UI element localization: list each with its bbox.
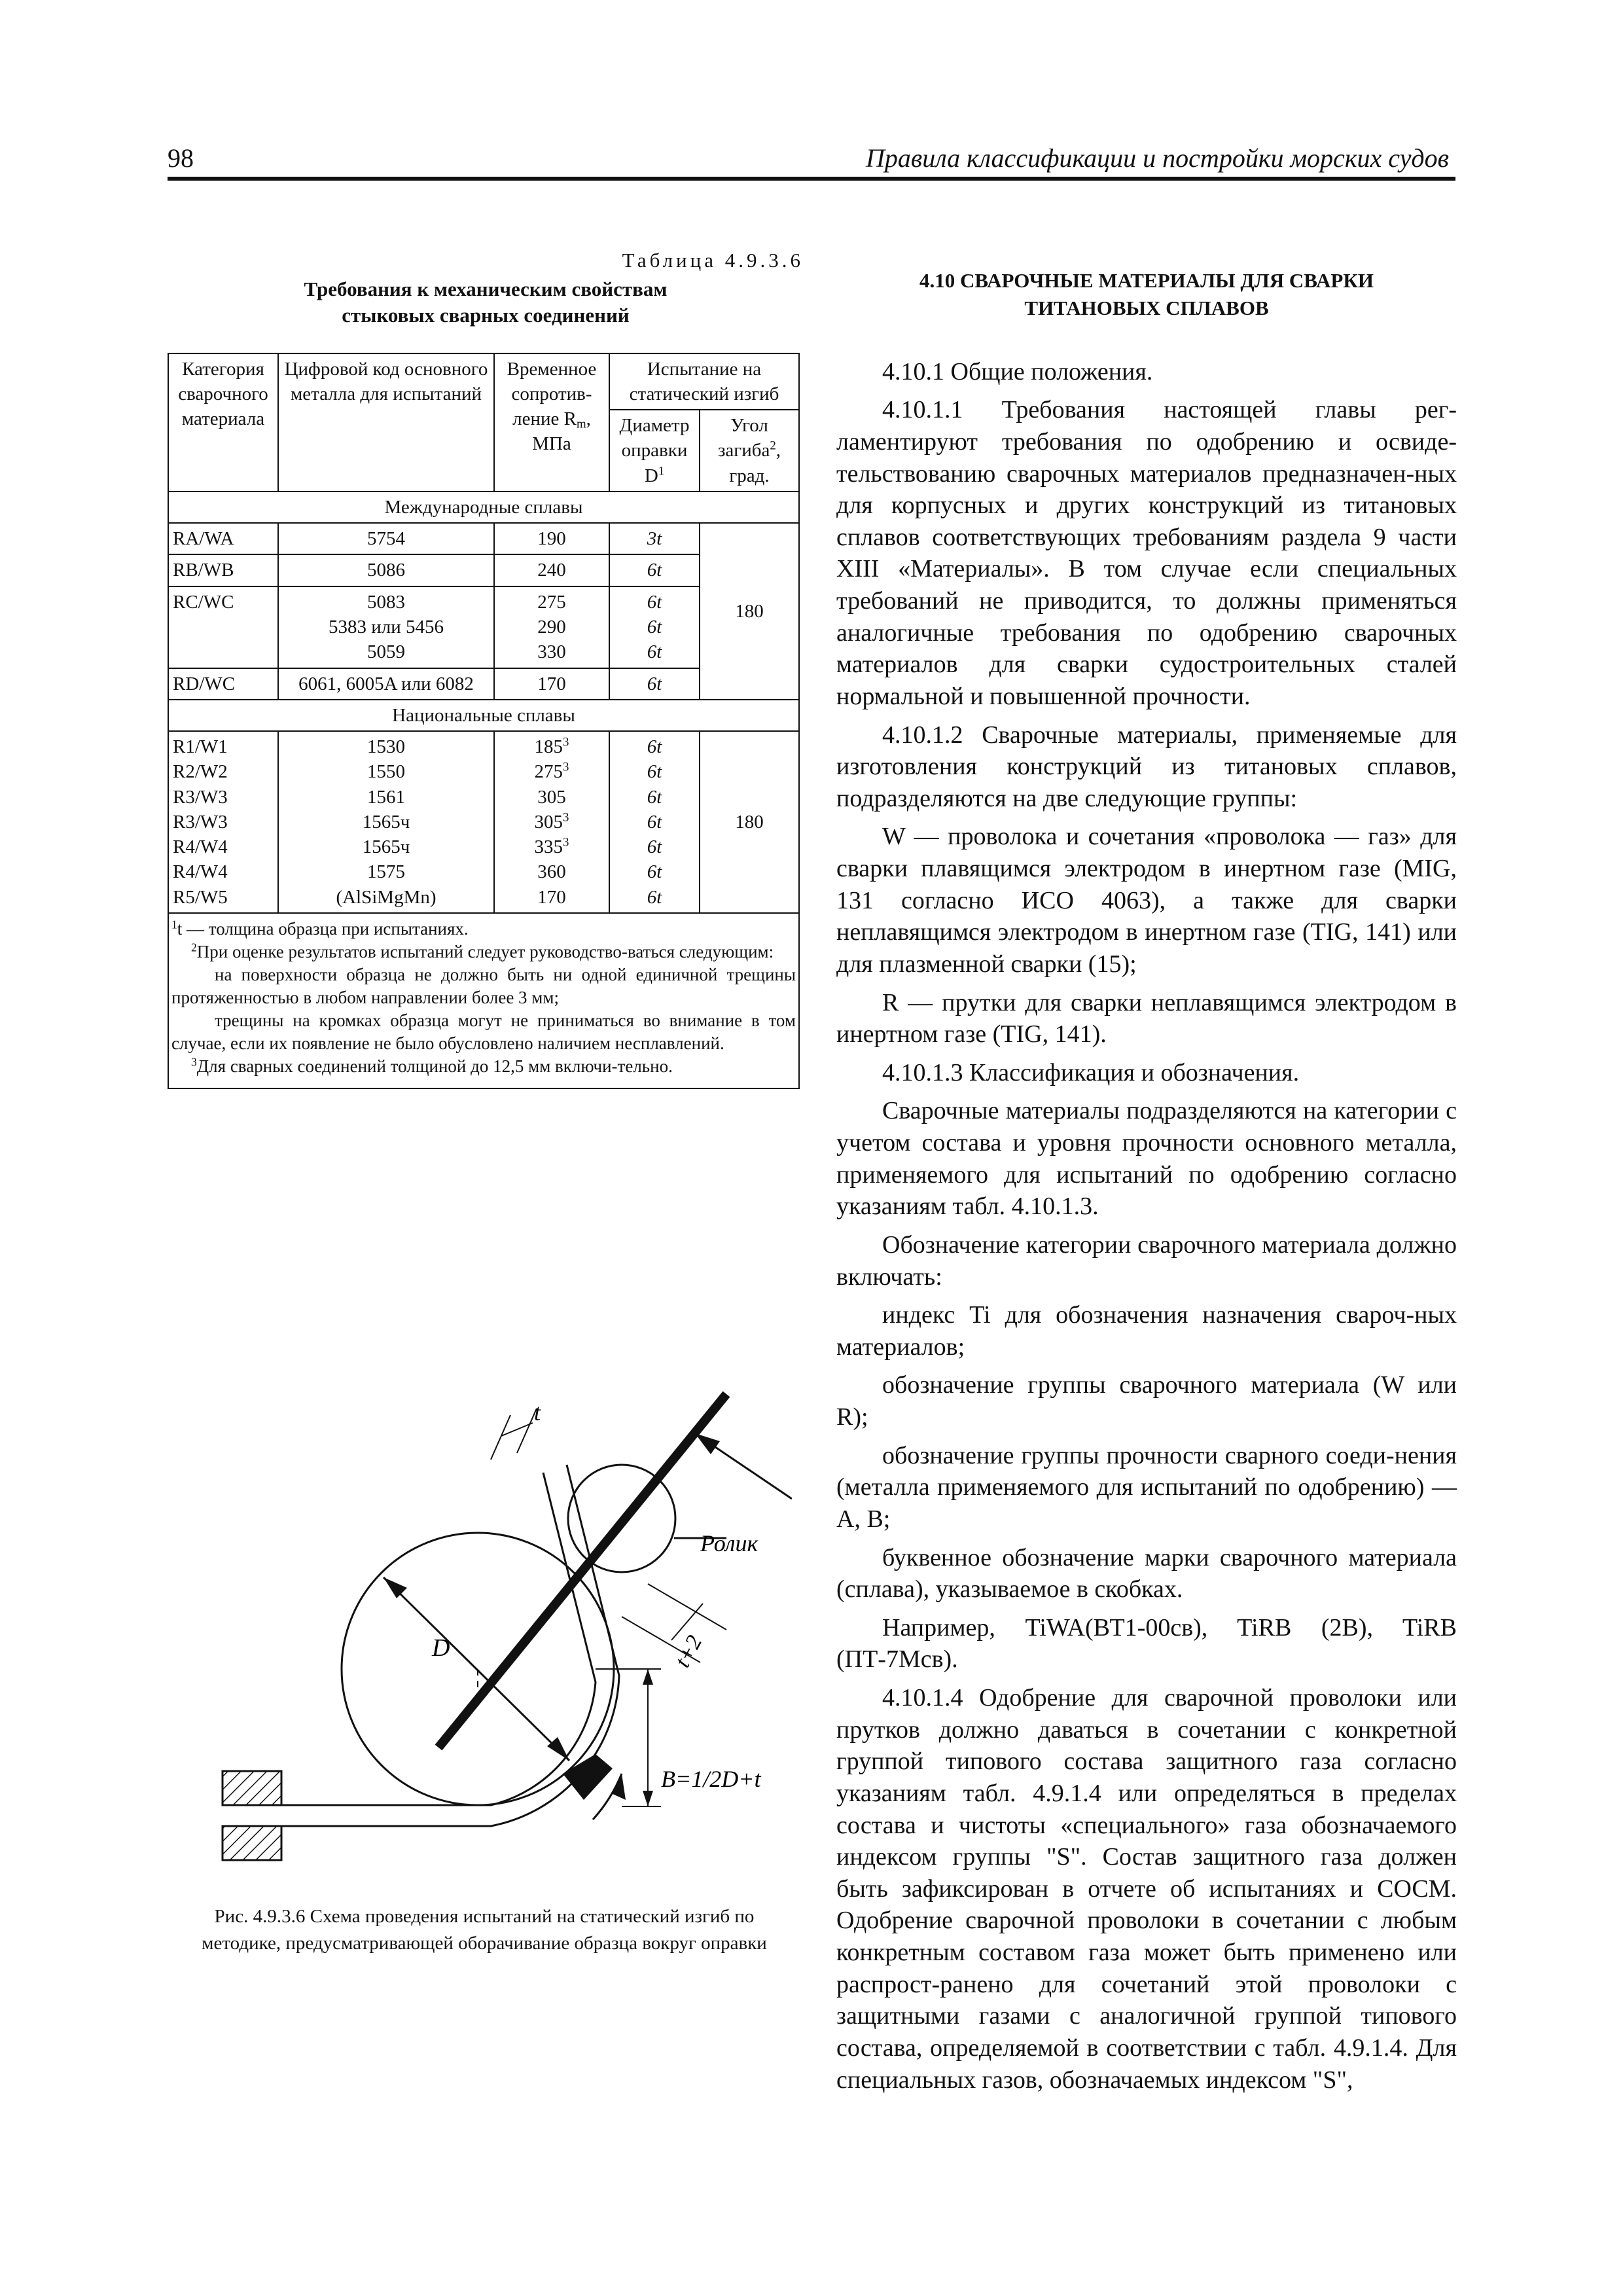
cell-line xyxy=(499,859,605,884)
group-row xyxy=(168,700,799,731)
cell-value: 275 xyxy=(534,761,563,783)
cell-line: 1565ч xyxy=(362,836,410,858)
cell-line: R4/W4 xyxy=(173,836,228,858)
arrow-head xyxy=(383,1577,407,1598)
cell-value: 360 xyxy=(537,861,566,883)
cell-line: R5/W5 xyxy=(173,886,228,908)
loading-line xyxy=(438,1394,726,1748)
cell-category: RD/WC xyxy=(168,668,278,700)
col-header-code: Цифровой код основного металла для испытаний xyxy=(278,353,494,492)
label-t-plus-2: t+2 xyxy=(670,1631,707,1672)
cell-line xyxy=(499,759,605,784)
table-row xyxy=(168,523,799,554)
arrow-head xyxy=(695,1433,720,1454)
col-header-angle-unit: , град. xyxy=(729,440,781,486)
left-column xyxy=(168,249,804,1089)
table-caption xyxy=(168,276,804,329)
cell-line: 1561 xyxy=(367,786,405,808)
cell-value: 335 xyxy=(534,836,563,858)
section-title-line: ТИТАНОВЫХ СПЛАВОВ xyxy=(1024,296,1269,319)
figure-caption-text: Схема проведения испытаний на статический изгиб по методике, предусматривающей оборачивание образца вокруг оправки xyxy=(202,1906,767,1954)
cell-code: 6061, 6005A или 6082 xyxy=(278,668,494,700)
footnote xyxy=(171,941,796,963)
footnote-text: t — толщина образца при испытаниях. xyxy=(177,918,469,939)
footnote-mark: 3 xyxy=(191,1055,197,1069)
cell-code xyxy=(278,586,494,668)
footnote xyxy=(171,1055,796,1078)
cell-line: 5059 xyxy=(367,641,405,663)
page-number: 98 xyxy=(168,143,194,173)
weld-zone xyxy=(563,1754,613,1800)
label-t: t xyxy=(534,1399,541,1426)
cell-line: 290 xyxy=(537,616,566,637)
table-footnotes xyxy=(168,913,799,1088)
paragraph: Например, TiWA(ВТ1-00св), TiRB (2B), TiRB (ПТ-7Мсв). xyxy=(836,1613,1457,1674)
cell-category: RC/WC xyxy=(168,586,278,668)
cell-line: R2/W2 xyxy=(173,761,228,783)
col-header-category: Категория сварочного материала xyxy=(168,353,278,492)
table-caption-line: Требования к механическим свойствам xyxy=(304,278,668,300)
cell-line: (AlSiMgMn) xyxy=(336,886,437,908)
cell-value: 305 xyxy=(537,786,566,808)
cell-value: 170 xyxy=(537,886,566,908)
cell-line: 6t xyxy=(647,836,662,858)
clamp-lower xyxy=(223,1826,281,1860)
cell-angle: 180 xyxy=(700,731,799,913)
paragraph: обозначение группы прочности сварного соеди-нения (металла применяемого для испытаний по одобрению) — A, B; xyxy=(836,1441,1457,1533)
cell-line: 6t xyxy=(647,736,662,758)
cell-line: 6t xyxy=(647,861,662,883)
cell-line: 330 xyxy=(537,641,566,663)
figure-number: Рис. 4.9.3.6 xyxy=(214,1906,306,1927)
cell-code: 5086 xyxy=(278,554,494,586)
section-title xyxy=(836,267,1457,322)
cell-line xyxy=(499,810,605,834)
col-header-tensile-unit: , МПа xyxy=(532,408,591,455)
cell-line: R3/W3 xyxy=(173,786,228,808)
cell-tensile xyxy=(494,731,609,913)
footnote-item: трещины на кромках образца могут не приниматься во внимание в том случае, если их появление не было обусловлено наличием несплавлений. xyxy=(171,1011,796,1054)
footnote-ref: 3 xyxy=(563,760,569,774)
group-row xyxy=(168,492,799,523)
cell-diameter: 3t xyxy=(609,523,700,554)
paragraph: буквенное обозначение марки сварочного материала (сплава), указываемое в скобках. xyxy=(836,1543,1457,1604)
cell-diameter xyxy=(609,586,700,668)
paragraph: Обозначение категории сварочного материала должно включать: xyxy=(836,1230,1457,1291)
footnote xyxy=(171,918,796,941)
cell-tensile xyxy=(494,586,609,668)
cell-line xyxy=(499,785,605,810)
cell-line xyxy=(499,834,605,859)
arrow-head xyxy=(643,1791,653,1806)
footnote-text: При оценке результатов испытаний следует руководство-ваться следующим: xyxy=(196,942,774,961)
footnote-item: на поверхности образца не должно быть ни одной единичной трещины протяженностью в любом направлении более 3 мм; xyxy=(171,965,796,1008)
bend-test-diagram xyxy=(203,1381,792,1878)
cell-line xyxy=(499,734,605,759)
cell-line xyxy=(499,885,605,910)
cell-line: 1575 xyxy=(367,861,405,883)
cell-angle: 180 xyxy=(700,523,799,700)
cell-line: 5383 или 5456 xyxy=(328,616,444,637)
cell-line: 6t xyxy=(647,641,662,663)
cell-line: 6t xyxy=(647,811,662,833)
footnote-ref: 3 xyxy=(563,810,569,825)
specimen-outer xyxy=(223,1473,596,1805)
arrow-head xyxy=(643,1669,653,1685)
label-B: B=1/2D+t xyxy=(661,1766,761,1792)
table-caption-line: стыковых сварных соединений xyxy=(342,304,630,327)
cell-line: R4/W4 xyxy=(173,861,228,883)
paragraph: 4.10.1 Общие положения. xyxy=(882,357,1153,386)
paragraph: W — проволока и сочетания «проволока — газ» для сварки плавящимся электродом в инертном газе (MIG, 131 согласно ИСО 4063), а также для сварки неплавящимся электродом в инертном газе (TIG, 141) или для плазменной сварки (15); xyxy=(836,823,1457,978)
cell-line: R3/W3 xyxy=(173,811,228,833)
paragraph: индекс Ti для обозначения назначения свароч-ных материалов; xyxy=(836,1301,1457,1361)
cell-diameter: 6t xyxy=(609,668,700,700)
col-header-bend: Испытание на статический изгиб xyxy=(609,353,799,410)
col-header-tensile xyxy=(494,353,609,492)
col-header-tensile-sub: m xyxy=(576,417,586,431)
cell-line: 1565ч xyxy=(362,811,410,833)
arrow-head xyxy=(611,1774,626,1800)
table-label: Таблица 4.9.3.6 xyxy=(622,249,804,272)
paragraph: 4.10.1.1 Требования настоящей главы рег-ламентируют требования по одобрению и освиде-тельствованию сварочных материалов предназначен-ных для корпусных и других конструкций из титановых сплавов соответствующих требованиям раздела 9 части XIII «Материалы». В том случае если специальных требований не приводится, то должны применяться аналогичные требования по одобрению сварочных материалов для сварки судостроительных сталей нормальной и повышенной прочности. xyxy=(836,396,1457,710)
col-header-diameter-text: Диаметр оправки D xyxy=(619,415,690,486)
paragraph: 4.10.1.2 Сварочные материалы, применяемые для изготовления конструкций из титановых сплавов, подразделяются на две следующие группы: xyxy=(836,721,1457,812)
col-header-angle xyxy=(700,410,799,492)
paragraph: обозначение группы сварочного материала (W или R); xyxy=(836,1371,1457,1431)
cell-diameter xyxy=(609,731,700,913)
footnote-text: Для сварных соединений толщиной до 12,5 мм включи-тельно. xyxy=(196,1056,673,1077)
t-dim-line xyxy=(491,1415,510,1460)
table-header-row xyxy=(168,353,799,410)
cell-category xyxy=(168,731,278,913)
footnotes-row xyxy=(168,913,799,1088)
footnote-mark: 1 xyxy=(171,918,177,931)
footnote-ref: 2 xyxy=(770,439,776,454)
group-national: Национальные сплавы xyxy=(168,700,799,731)
cell-tensile: 190 xyxy=(494,523,609,554)
cell-line: 6t xyxy=(647,786,662,808)
footnote-ref: 3 xyxy=(563,835,569,850)
footnote-ref: 1 xyxy=(658,464,665,478)
cell-line: 6t xyxy=(647,591,662,613)
cell-tensile: 240 xyxy=(494,554,609,586)
cell-tensile: 170 xyxy=(494,668,609,700)
cell-line: 1550 xyxy=(367,761,405,783)
cell-code: 5754 xyxy=(278,523,494,554)
section-title-line: 4.10 СВАРОЧНЫЕ МАТЕРИАЛЫ ДЛЯ СВАРКИ xyxy=(919,269,1374,292)
label-D: D xyxy=(432,1634,450,1662)
cell-line: 6t xyxy=(647,886,662,908)
footnote-ref: 3 xyxy=(563,735,569,749)
cell-category: RB/WB xyxy=(168,554,278,586)
group-international: Международные сплавы xyxy=(168,492,799,523)
cell-value: 185 xyxy=(534,736,563,758)
diameter-line xyxy=(383,1577,569,1761)
label-roller: Ролик xyxy=(700,1530,758,1556)
cell-category: RA/WA xyxy=(168,523,278,554)
footnote-mark: 2 xyxy=(191,941,197,954)
arrow-head xyxy=(547,1737,569,1761)
cell-line: 5083 xyxy=(367,591,405,613)
running-header: Правила классификации и постройки морских судов xyxy=(865,143,1449,173)
figure-caption xyxy=(181,1903,788,1956)
header-rule xyxy=(168,177,1455,181)
paragraph: 4.10.1.4 Одобрение для сварочной проволоки или прутков должно даваться в сочетании с конкретной группой типового состава защитного газа согласно указаниям табл. 4.9.1.4 или определяться в пределах состава и чистоты «специального» газа обозначаемого индексом группы "S". Состав защитного газа должен быть зафиксирован в отчете об испытаниях и СОСМ. Одобрение сварочной проволоки в сочетании с любым конкретным составом газа может быть применено или распрост-ранено для сочетаний этой проволоки с защитными газами с аналогичной группой типового состава, определяемой в соответствии с табл. 4.9.1.4. Для специальных газов, обозначаемых индексом "S", xyxy=(836,1684,1457,2094)
right-column xyxy=(836,267,1457,2102)
paragraph: R — прутки для сварки неплавящимся электродом в инертном газе (TIG, 141). xyxy=(836,988,1457,1049)
cell-line: R1/W1 xyxy=(173,736,228,758)
col-header-diameter xyxy=(609,410,700,492)
cell-line: 6t xyxy=(647,761,662,783)
col-header-tensile-text: Временное сопротив-ление R xyxy=(507,358,597,430)
table-row xyxy=(168,731,799,913)
cell-value: 305 xyxy=(534,811,563,833)
paragraph: 4.10.1.3 Классификация и обозначения. xyxy=(882,1058,1300,1086)
paragraph: Сварочные материалы подразделяются на категории с учетом состава и уровня прочности основного металла, применяемого для испытаний по одобрению согласно указаниям табл. 4.10.1.3. xyxy=(836,1097,1457,1221)
col-header-angle-text: Угол загиба xyxy=(717,415,770,461)
cell-code xyxy=(278,731,494,913)
requirements-table xyxy=(168,353,800,1089)
cell-line: 6t xyxy=(647,616,662,637)
cell-line: 1530 xyxy=(367,736,405,758)
bend-test-figure xyxy=(203,1381,792,1882)
cell-line: 275 xyxy=(537,591,566,613)
clamp-upper xyxy=(223,1771,281,1805)
cell-diameter: 6t xyxy=(609,554,700,586)
